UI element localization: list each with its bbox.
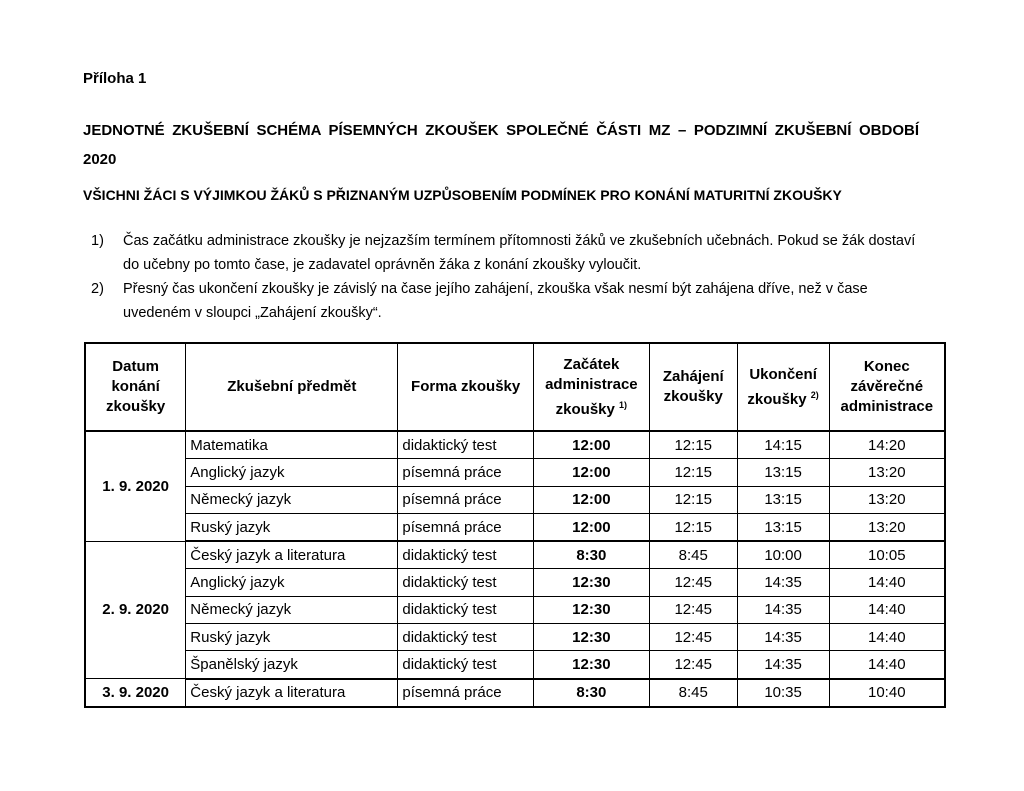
start-admin-cell: 12:00 <box>533 513 649 541</box>
table-row <box>85 679 945 707</box>
final-admin-cell: 14:40 <box>829 624 945 651</box>
final-admin-cell: 14:40 <box>829 651 945 679</box>
form-cell: didaktický test <box>398 431 534 459</box>
header-start: Zahájení zkoušky <box>649 343 737 431</box>
form-cell: písemná práce <box>398 459 534 486</box>
form-cell: didaktický test <box>398 624 534 651</box>
exam-date-cell: 2. 9. 2020 <box>85 541 186 678</box>
table-row <box>85 596 945 623</box>
table-body <box>85 431 945 707</box>
header-form: Forma zkoušky <box>398 343 534 431</box>
subject-cell: Německý jazyk <box>186 486 398 513</box>
start-admin-cell: 12:00 <box>533 486 649 513</box>
end-cell: 14:35 <box>737 651 829 679</box>
note-text: Čas začátku administrace zkoušky je nejzazším termínem přítomnosti žáků ve zkušebních učebnách. Pokud se žák dostaví do učebny po tomto čase, je zadavatel oprávněn žáka z konání zkoušky vyloučit. <box>123 233 916 273</box>
form-cell: didaktický test <box>398 569 534 596</box>
final-admin-cell: 13:20 <box>829 513 945 541</box>
start-cell: 12:15 <box>649 459 737 486</box>
notes-list <box>83 229 933 325</box>
note-item <box>83 277 933 325</box>
final-admin-cell: 14:20 <box>829 431 945 459</box>
end-cell: 13:15 <box>737 459 829 486</box>
header-final-admin: Konec závěrečné administrace <box>829 343 945 431</box>
note-number: 2) <box>91 281 104 297</box>
end-cell: 14:35 <box>737 569 829 596</box>
table-row <box>85 431 945 459</box>
footnote-ref-2: 2) <box>810 389 819 400</box>
note-text: Přesný čas ukončení zkoušky je závislý na čase jejího zahájení, zkouška však nesmí být zahájena dříve, než v čase uvedeném v sloupci „Zahájení zkoušky“. <box>123 281 868 321</box>
start-admin-cell: 12:30 <box>533 569 649 596</box>
form-cell: didaktický test <box>398 541 534 569</box>
form-cell: písemná práce <box>398 513 534 541</box>
start-cell: 12:45 <box>649 596 737 623</box>
annex-label: Příloha 1 <box>83 70 147 87</box>
subject-cell: Německý jazyk <box>186 596 398 623</box>
start-admin-cell: 8:30 <box>533 541 649 569</box>
start-admin-cell: 12:30 <box>533 651 649 679</box>
subject-cell: Španělský jazyk <box>186 651 398 679</box>
table-header <box>85 343 945 431</box>
header-subject: Zkušební předmět <box>186 343 398 431</box>
start-cell: 12:45 <box>649 569 737 596</box>
end-cell: 10:00 <box>737 541 829 569</box>
table-row <box>85 459 945 486</box>
start-cell: 8:45 <box>649 679 737 707</box>
note-item <box>83 229 933 277</box>
start-cell: 8:45 <box>649 541 737 569</box>
document-title: JEDNOTNÉ ZKUŠEBNÍ SCHÉMA PÍSEMNÝCH ZKOUŠEK SPOLEČNÉ ČÁSTI MZ – PODZIMNÍ ZKUŠEBNÍ OBDOBÍ 2020 <box>83 122 919 168</box>
form-cell: didaktický test <box>398 651 534 679</box>
start-cell: 12:45 <box>649 624 737 651</box>
subject-cell: Český jazyk a literatura <box>186 679 398 707</box>
document-subtitle: VŠICHNI ŽÁCI S VÝJIMKOU ŽÁKŮ S PŘIZNANÝM UZPŮSOBENÍM PODMÍNEK PRO KONÁNÍ MATURITNÍ ZKOUŠKY <box>83 187 842 203</box>
table-row <box>85 541 945 569</box>
end-cell: 13:15 <box>737 486 829 513</box>
header-date: Datum konání zkoušky <box>85 343 186 431</box>
start-cell: 12:45 <box>649 651 737 679</box>
start-admin-cell: 12:30 <box>533 624 649 651</box>
form-cell: písemná práce <box>398 486 534 513</box>
exam-schedule-table <box>84 342 946 708</box>
final-admin-cell: 13:20 <box>829 486 945 513</box>
final-admin-cell: 13:20 <box>829 459 945 486</box>
subject-cell: Anglický jazyk <box>186 459 398 486</box>
exam-date-cell: 3. 9. 2020 <box>85 679 186 707</box>
end-cell: 13:15 <box>737 513 829 541</box>
header-end: Ukončení zkoušky $^{2)}$ <box>737 343 829 431</box>
table-row <box>85 651 945 679</box>
final-admin-cell: 10:05 <box>829 541 945 569</box>
final-admin-cell: 14:40 <box>829 569 945 596</box>
final-admin-cell: 10:40 <box>829 679 945 707</box>
form-cell: didaktický test <box>398 596 534 623</box>
start-cell: 12:15 <box>649 513 737 541</box>
subject-cell: Matematika <box>186 431 398 459</box>
subject-cell: Ruský jazyk <box>186 513 398 541</box>
table-row <box>85 624 945 651</box>
footnote-ref-1: 1) <box>619 399 628 410</box>
note-number: 1) <box>91 233 104 249</box>
table-row <box>85 513 945 541</box>
start-admin-cell: 8:30 <box>533 679 649 707</box>
table-row <box>85 569 945 596</box>
end-cell: 10:35 <box>737 679 829 707</box>
subject-cell: Ruský jazyk <box>186 624 398 651</box>
final-admin-cell: 14:40 <box>829 596 945 623</box>
start-admin-cell: 12:30 <box>533 596 649 623</box>
table-row <box>85 486 945 513</box>
start-admin-cell: 12:00 <box>533 459 649 486</box>
end-cell: 14:15 <box>737 431 829 459</box>
subject-cell: Anglický jazyk <box>186 569 398 596</box>
end-cell: 14:35 <box>737 596 829 623</box>
start-cell: 12:15 <box>649 431 737 459</box>
header-start-admin: Začátek administrace zkoušky $^{1)}$ <box>533 343 649 431</box>
exam-date-cell: 1. 9. 2020 <box>85 431 186 541</box>
start-admin-cell: 12:00 <box>533 431 649 459</box>
start-cell: 12:15 <box>649 486 737 513</box>
subject-cell: Český jazyk a literatura <box>186 541 398 569</box>
form-cell: písemná práce <box>398 679 534 707</box>
end-cell: 14:35 <box>737 624 829 651</box>
